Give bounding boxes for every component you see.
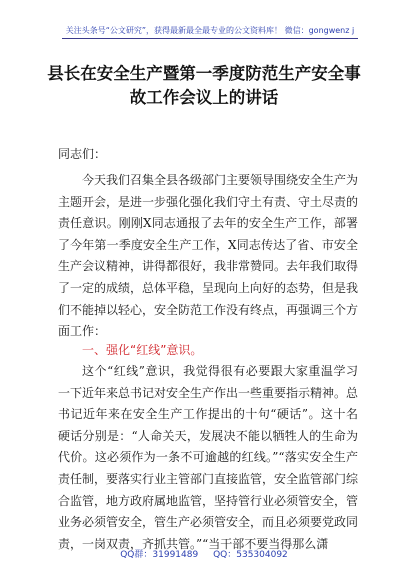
- salutation: 同志们：: [58, 147, 107, 161]
- footer-contact: [0, 548, 408, 562]
- paragraph-1: 今天我们召集全县各级部门主要领导围绕安全生产为主题开会，是进一步强化强化我们守土有责、守土尽责的责任意识。刚刚X同志通报了去年的安全生产工作，部署了今年第一季度安全生产工作，X同志传达了省、市安全生产会议精神，讲得都很好，我非常赞同。去年我们取得了一定的成绩，总体平稳，呈现向上向好的态势，但是我们不能掉以轻心，安全防范工作没有终点，再强调三个方面工作：: [58, 173, 359, 339]
- footer-qq-group: QQ群：31991489: [120, 550, 199, 560]
- document-title: 县长在安全生产暨第一季度防范生产安全事故工作会议上的讲话: [47, 64, 361, 107]
- paragraph-2: 这个“红线”意识，我觉得很有必要跟大家重温学习一下近年来总书记对安全生产作出一些重要指示精神。总书记近年来在安全生产工作提出的十句“硬话”。这十名硬话分别是：“人命关天，发展决不能以牺牲人的生命为代价。这必须作为一条不可逾越的红线。”“落实安全生产责任制，要落实行业主管部门直接监管，安全监管部门综合监管，地方政府属地监管，坚持管行业必须管安全，管业务必须管安全，管生产必须管安全，而且必须要党政同责，一岗双责，齐抓共管。”“当干部不要当得那么潇: [58, 364, 359, 551]
- section-heading-1: 一、强化“红线”意识。: [82, 343, 203, 357]
- footer-qq: QQ：535304092: [213, 550, 288, 560]
- header-banner: 关注头条号“公文研究”，获得最新最全最专业的公文资料库！ 微信：gongwenz j: [62, 24, 358, 39]
